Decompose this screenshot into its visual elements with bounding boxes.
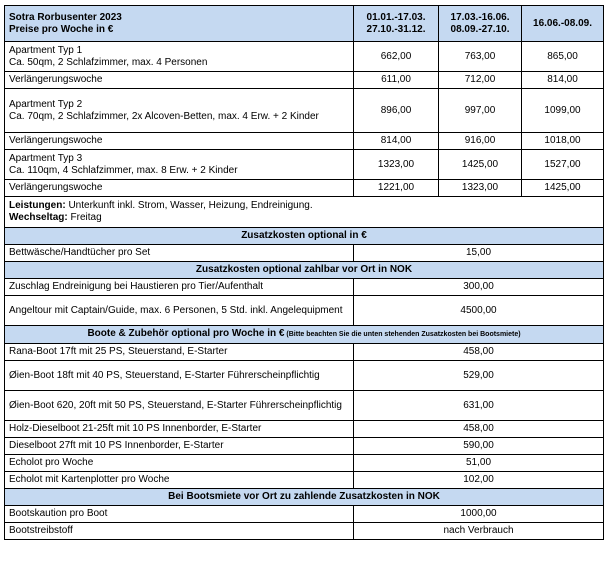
item-price: nach Verbrauch <box>354 523 604 540</box>
apartment-1-desc: Ca. 50qm, 2 Schlafzimmer, max. 4 Personen <box>9 56 208 68</box>
price-cell: 1527,00 <box>522 150 604 180</box>
table-title <box>5 6 354 42</box>
item-price: 458,00 <box>354 344 604 361</box>
table-row-apartment-2 <box>5 89 604 133</box>
services-label: Leistungen: <box>9 200 66 211</box>
table-row-extension-3 <box>5 180 604 197</box>
item-label: Echolot pro Woche <box>5 455 354 472</box>
table-row <box>5 472 604 489</box>
price-cell: 1425,00 <box>522 180 604 197</box>
item-label: Øien-Boot 18ft mit 40 PS, Steuerstand, E-Starter Führerscheinpflichtig <box>5 361 354 391</box>
item-label: Holz-Dieselboot 21-25ft mit 10 PS Innenborder, E-Starter <box>5 421 354 438</box>
period-2-range-a: 17.03.-16.06. <box>450 11 510 23</box>
table-row <box>5 438 604 455</box>
price-cell: 814,00 <box>522 72 604 89</box>
apartment-3-name: Apartment Typ 3 <box>9 152 83 164</box>
period-3-range: 16.06.-08.09. <box>533 17 592 29</box>
section-title <box>5 326 604 344</box>
table-row <box>5 344 604 361</box>
period-header-3 <box>522 6 604 42</box>
section-header-boat-extras <box>5 489 604 506</box>
section-header-extras-nok <box>5 262 604 279</box>
item-label: Rana-Boot 17ft mit 25 PS, Steuerstand, E-Starter <box>5 344 354 361</box>
apartment-1-label <box>5 42 354 72</box>
changeover-label: Wechseltag: <box>9 212 68 223</box>
price-cell: 1323,00 <box>439 180 522 197</box>
extension-label: Verlängerungswoche <box>5 180 354 197</box>
item-price: 631,00 <box>354 391 604 421</box>
item-label: Angeltour mit Captain/Guide, max. 6 Personen, 5 Std. inkl. Angelequipment <box>5 296 354 326</box>
extension-label: Verlängerungswoche <box>5 72 354 89</box>
item-label: Bootskaution pro Boot <box>5 506 354 523</box>
item-label: Echolot mit Kartenplotter pro Woche <box>5 472 354 489</box>
price-cell: 916,00 <box>439 133 522 150</box>
services-text: Unterkunft inkl. Strom, Wasser, Heizung, Endreinigung. <box>65 200 313 211</box>
table-row <box>5 455 604 472</box>
period-1-range-a: 01.01.-17.03. <box>366 11 426 23</box>
boats-title: Boote & Zubehör optional pro Woche in € <box>87 328 285 339</box>
services-info <box>5 197 604 228</box>
period-header-1 <box>354 6 439 42</box>
section-header-extras <box>5 228 604 245</box>
section-title: Zusatzkosten optional in € <box>5 228 604 245</box>
period-1-range-b: 27.10.-31.12. <box>366 23 426 35</box>
price-cell: 814,00 <box>354 133 439 150</box>
price-cell: 712,00 <box>439 72 522 89</box>
apartment-2-desc: Ca. 70qm, 2 Schlafzimmer, 2x Alcoven-Betten, max. 4 Erw. + 2 Kinder <box>9 110 319 122</box>
table-row <box>5 279 604 296</box>
item-label: Bootstreibstoff <box>5 523 354 540</box>
price-cell: 763,00 <box>439 42 522 72</box>
item-label: Dieselboot 27ft mit 10 PS Innenborder, E-Starter <box>5 438 354 455</box>
table-row-info <box>5 197 604 228</box>
table-row-extension-2 <box>5 133 604 150</box>
subtitle-line: Preise pro Woche in € <box>9 23 114 35</box>
item-price: 1000,00 <box>354 506 604 523</box>
item-price: 529,00 <box>354 361 604 391</box>
apartment-2-name: Apartment Typ 2 <box>9 98 83 110</box>
table-row <box>5 421 604 438</box>
price-cell: 1221,00 <box>354 180 439 197</box>
price-table <box>4 5 604 540</box>
apartment-3-desc: Ca. 110qm, 4 Schlafzimmer, max. 8 Erw. + 2 Kinder <box>9 164 238 176</box>
price-cell: 1099,00 <box>522 89 604 133</box>
table-row <box>5 361 604 391</box>
table-row <box>5 391 604 421</box>
apartment-2-label <box>5 89 354 133</box>
item-label: Bettwäsche/Handtücher pro Set <box>5 245 354 262</box>
boats-note: (Bitte beachten Sie die unten stehenden Zusatzkosten bei Bootsmiete) <box>284 331 521 338</box>
price-cell: 865,00 <box>522 42 604 72</box>
item-label: Zuschlag Endreinigung bei Haustieren pro Tier/Aufenthalt <box>5 279 354 296</box>
item-price: 51,00 <box>354 455 604 472</box>
section-title: Zusatzkosten optional zahlbar vor Ort in NOK <box>5 262 604 279</box>
table-row-apartment-1 <box>5 42 604 72</box>
table-row <box>5 506 604 523</box>
period-header-2 <box>439 6 522 42</box>
price-cell: 1018,00 <box>522 133 604 150</box>
price-cell: 1323,00 <box>354 150 439 180</box>
changeover-text: Freitag <box>67 212 102 223</box>
period-2-range-b: 08.09.-27.10. <box>450 23 510 35</box>
table-row <box>5 523 604 540</box>
price-cell: 611,00 <box>354 72 439 89</box>
table-row <box>5 296 604 326</box>
table-row-extension-1 <box>5 72 604 89</box>
item-price: 458,00 <box>354 421 604 438</box>
table-header-row <box>5 6 604 42</box>
item-price: 102,00 <box>354 472 604 489</box>
table-row-apartment-3 <box>5 150 604 180</box>
item-price: 590,00 <box>354 438 604 455</box>
price-cell: 896,00 <box>354 89 439 133</box>
section-header-boats <box>5 326 604 344</box>
table-row <box>5 245 604 262</box>
item-price: 300,00 <box>354 279 604 296</box>
price-cell: 662,00 <box>354 42 439 72</box>
apartment-3-label <box>5 150 354 180</box>
extension-label: Verlängerungswoche <box>5 133 354 150</box>
item-price: 4500,00 <box>354 296 604 326</box>
section-title: Bei Bootsmiete vor Ort zu zahlende Zusatzkosten in NOK <box>5 489 604 506</box>
item-label: Øien-Boot 620, 20ft mit 50 PS, Steuerstand, E-Starter Führerscheinpflichtig <box>5 391 354 421</box>
title-line: Sotra Rorbusenter 2023 <box>9 11 122 23</box>
apartment-1-name: Apartment Typ 1 <box>9 44 83 56</box>
price-cell: 997,00 <box>439 89 522 133</box>
price-cell: 1425,00 <box>439 150 522 180</box>
item-price: 15,00 <box>354 245 604 262</box>
